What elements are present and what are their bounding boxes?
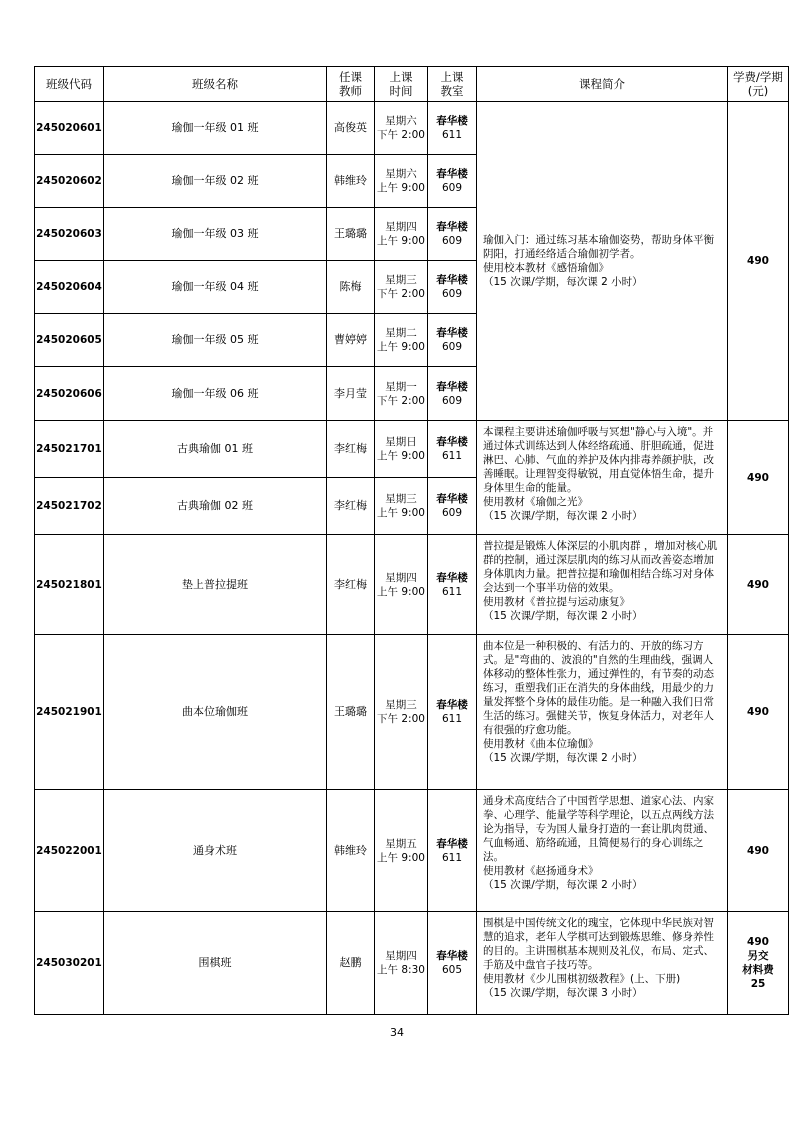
classroom (428, 102, 477, 155)
teacher: 李红梅 (327, 421, 375, 478)
class-code: 245020604 (35, 261, 104, 314)
class-hour: 上午 9:00 (377, 235, 425, 247)
class-name: 垫上普拉提班 (104, 535, 327, 635)
room-building: 春华楼 (436, 327, 468, 339)
class-day: 星期四 (385, 221, 417, 233)
class-hour: 上午 9:00 (377, 450, 425, 462)
header-intro: 课程简介 (477, 67, 728, 102)
room-number: 611 (441, 129, 463, 141)
class-time (375, 155, 428, 208)
class-time (375, 208, 428, 261)
teacher: 李红梅 (327, 535, 375, 635)
header-fee (728, 67, 789, 102)
room-number: 611 (441, 851, 463, 864)
room-building: 春华楼 (436, 274, 468, 286)
tuition-fee: 490 (728, 102, 789, 421)
page-number: 34 (390, 1026, 404, 1039)
class-day: 星期六 (385, 168, 417, 180)
room-number: 611 (441, 713, 463, 725)
header-fee-l2: (元) (747, 84, 769, 98)
class-day: 星期六 (385, 115, 417, 127)
class-time (375, 635, 428, 790)
teacher: 陈梅 (327, 261, 375, 314)
class-code: 245020606 (35, 367, 104, 421)
class-hour: 下午 2:00 (377, 713, 425, 725)
class-time (375, 102, 428, 155)
class-time (375, 421, 428, 478)
tuition-fee: 490 另交 材料费 25 (728, 912, 789, 1015)
tuition-fee: 490 (728, 421, 789, 535)
class-time (375, 314, 428, 367)
class-name: 古典瑜伽 02 班 (104, 478, 327, 535)
class-name: 古典瑜伽 01 班 (104, 421, 327, 478)
course-intro: 围棋是中国传统文化的瑰宝，它体现中华民族对智慧的追求，老年人学棋可达到锻炼思维、修身养性的目的。主讲围棋基本规则及礼仪，布局、定式、手筋及中盘官子技巧等。 使用教材《少儿围棋初级教程》(上、下册) （15 次课/学期，每次课 3 小时） (477, 912, 728, 1015)
header-time-l1: 上课 (389, 70, 413, 84)
class-code: 245020605 (35, 314, 104, 367)
class-name: 瑜伽一年级 01 班 (104, 102, 327, 155)
teacher: 王璐璐 (327, 208, 375, 261)
room-number: 609 (441, 341, 463, 353)
teacher: 赵鹏 (327, 912, 375, 1015)
class-time (375, 367, 428, 421)
header-code: 班级代码 (35, 67, 104, 102)
classroom (428, 155, 477, 208)
teacher: 李月莹 (327, 367, 375, 421)
room-number: 609 (441, 507, 463, 519)
class-code: 245022001 (35, 790, 104, 912)
room-building: 春华楼 (436, 837, 468, 850)
classroom (428, 478, 477, 535)
header-time (375, 67, 428, 102)
header-room-l2: 教室 (440, 84, 464, 98)
teacher: 韩维玲 (327, 790, 375, 912)
room-number: 609 (441, 182, 463, 194)
table-row (35, 635, 789, 790)
classroom (428, 208, 477, 261)
classroom (428, 261, 477, 314)
header-fee-l1: 学费/学期 (733, 70, 783, 84)
course-intro: 普拉提是锻炼人体深层的小肌肉群 ，增加对核心肌群的控制，通过深层肌肉的练习从而改善姿态增加身体肌肉力量。把普拉提和瑜伽相结合练习对身体会达到一个事半功倍的效果。 使用教材《普拉提与运动康复》 （15 次课/学期，每次课 2 小时） (477, 535, 728, 635)
classroom (428, 367, 477, 421)
classroom (428, 790, 477, 912)
teacher: 李红梅 (327, 478, 375, 535)
table-row (35, 102, 789, 155)
class-hour: 下午 2:00 (377, 129, 425, 141)
class-day: 星期一 (385, 380, 417, 393)
room-building: 春华楼 (436, 221, 468, 233)
class-name: 瑜伽一年级 02 班 (104, 155, 327, 208)
header-time-l2: 时间 (389, 84, 413, 98)
class-time (375, 261, 428, 314)
table-row (35, 790, 789, 912)
class-time (375, 912, 428, 1015)
room-number: 609 (441, 288, 463, 300)
class-name: 曲本位瑜伽班 (104, 635, 327, 790)
class-day: 星期三 (385, 699, 417, 711)
room-number: 609 (441, 394, 463, 407)
class-time (375, 478, 428, 535)
class-code: 245021901 (35, 635, 104, 790)
header-room-l1: 上课 (440, 70, 464, 84)
class-day: 星期四 (385, 571, 417, 584)
room-building: 春华楼 (436, 436, 468, 448)
class-hour: 上午 9:00 (377, 507, 425, 519)
table-row (35, 912, 789, 1015)
classroom (428, 912, 477, 1015)
class-hour: 上午 9:00 (377, 341, 425, 353)
course-intro: 瑜伽入门：通过练习基本瑜伽姿势，帮助身体平衡阴阳，打通经络适合瑜伽初学者。 使用校本教材《感悟瑜伽》 （15 次课/学期，每次课 2 小时） (477, 102, 728, 421)
header-teacher-l1: 任课 (339, 70, 362, 84)
teacher: 高俊英 (327, 102, 375, 155)
header-row (35, 67, 789, 102)
header-name: 班级名称 (104, 67, 327, 102)
table-row (35, 535, 789, 635)
classroom (428, 314, 477, 367)
class-name: 围棋班 (104, 912, 327, 1015)
class-name: 瑜伽一年级 03 班 (104, 208, 327, 261)
class-day: 星期三 (385, 274, 417, 286)
header-teacher-l2: 教师 (339, 84, 362, 98)
course-intro: 通身术高度结合了中国哲学思想、道家心法、内家拳、心理学、能量学等科学理论，以五点两线方法论为指导，专为国人量身打造的一套让肌肉贯通、气血畅通、筋络疏通，且简便易行的身心训练之法。 使用教材《赵扬通身术》 （15 次课/学期，每次课 2 小时） (477, 790, 728, 912)
class-name: 瑜伽一年级 06 班 (104, 367, 327, 421)
room-building: 春华楼 (436, 699, 468, 711)
room-building: 春华楼 (436, 493, 468, 505)
class-hour: 上午 9:00 (377, 851, 425, 864)
class-code: 245020601 (35, 102, 104, 155)
room-building: 春华楼 (436, 950, 468, 962)
header-teacher (327, 67, 375, 102)
class-hour: 下午 2:00 (377, 394, 425, 407)
room-building: 春华楼 (436, 168, 468, 180)
room-number: 609 (441, 235, 463, 247)
class-time (375, 790, 428, 912)
teacher: 王璐璐 (327, 635, 375, 790)
class-name: 通身术班 (104, 790, 327, 912)
course-intro: 曲本位是一种积极的、有活力的、开放的练习方式。是"弯曲的、波浪的"自然的生理曲线，强调人体移动的整体性张力，通过弹性的，有节奏的动态练习，重塑我们正在消失的身体曲线，用最少的力量发挥整个身体的最佳功能。是一种融入我们日常生活的练习。强健关节，恢复身体活力，对老年人有很强的疗愈功能。 使用教材《曲本位瑜伽》 （15 次课/学期，每次课 2 小时） (477, 635, 728, 790)
teacher: 韩维玲 (327, 155, 375, 208)
class-hour: 下午 2:00 (377, 288, 425, 300)
header-room (428, 67, 477, 102)
class-day: 星期五 (385, 837, 417, 850)
classroom (428, 535, 477, 635)
class-name: 瑜伽一年级 04 班 (104, 261, 327, 314)
tuition-fee: 490 (728, 635, 789, 790)
table-row (35, 421, 789, 478)
class-code: 245021702 (35, 478, 104, 535)
class-hour: 上午 9:00 (377, 585, 425, 598)
classroom (428, 635, 477, 790)
class-day: 星期二 (385, 327, 417, 339)
room-number: 605 (441, 964, 463, 976)
course-intro: 本课程主要讲述瑜伽呼吸与冥想"静心与入境"。并通过体式训练达到人体经络疏通、肝胆疏通，促进淋巴、心肺、气血的养护及体内排毒养颜护肤，改善睡眠。让理智变得敏锐，用直觉体悟生命，提升身体里生命的能量。 使用教材《瑜伽之光》 （15 次课/学期，每次课 2 小时） (477, 421, 728, 535)
room-building: 春华楼 (436, 380, 468, 393)
class-name: 瑜伽一年级 05 班 (104, 314, 327, 367)
room-number: 611 (441, 450, 463, 462)
class-code: 245030201 (35, 912, 104, 1015)
class-day: 星期日 (385, 436, 417, 448)
class-code: 245020602 (35, 155, 104, 208)
room-building: 春华楼 (436, 115, 468, 127)
class-code: 245021801 (35, 535, 104, 635)
class-hour: 上午 8:30 (377, 964, 425, 976)
class-hour: 上午 9:00 (377, 182, 425, 194)
class-day: 星期三 (385, 493, 417, 505)
room-number: 611 (441, 585, 463, 598)
room-building: 春华楼 (436, 571, 468, 584)
class-code: 245021701 (35, 421, 104, 478)
class-day: 星期四 (385, 950, 417, 962)
classroom (428, 421, 477, 478)
course-table (34, 66, 789, 1015)
class-code: 245020603 (35, 208, 104, 261)
teacher: 曹婷婷 (327, 314, 375, 367)
class-time (375, 535, 428, 635)
tuition-fee: 490 (728, 535, 789, 635)
tuition-fee: 490 (728, 790, 789, 912)
